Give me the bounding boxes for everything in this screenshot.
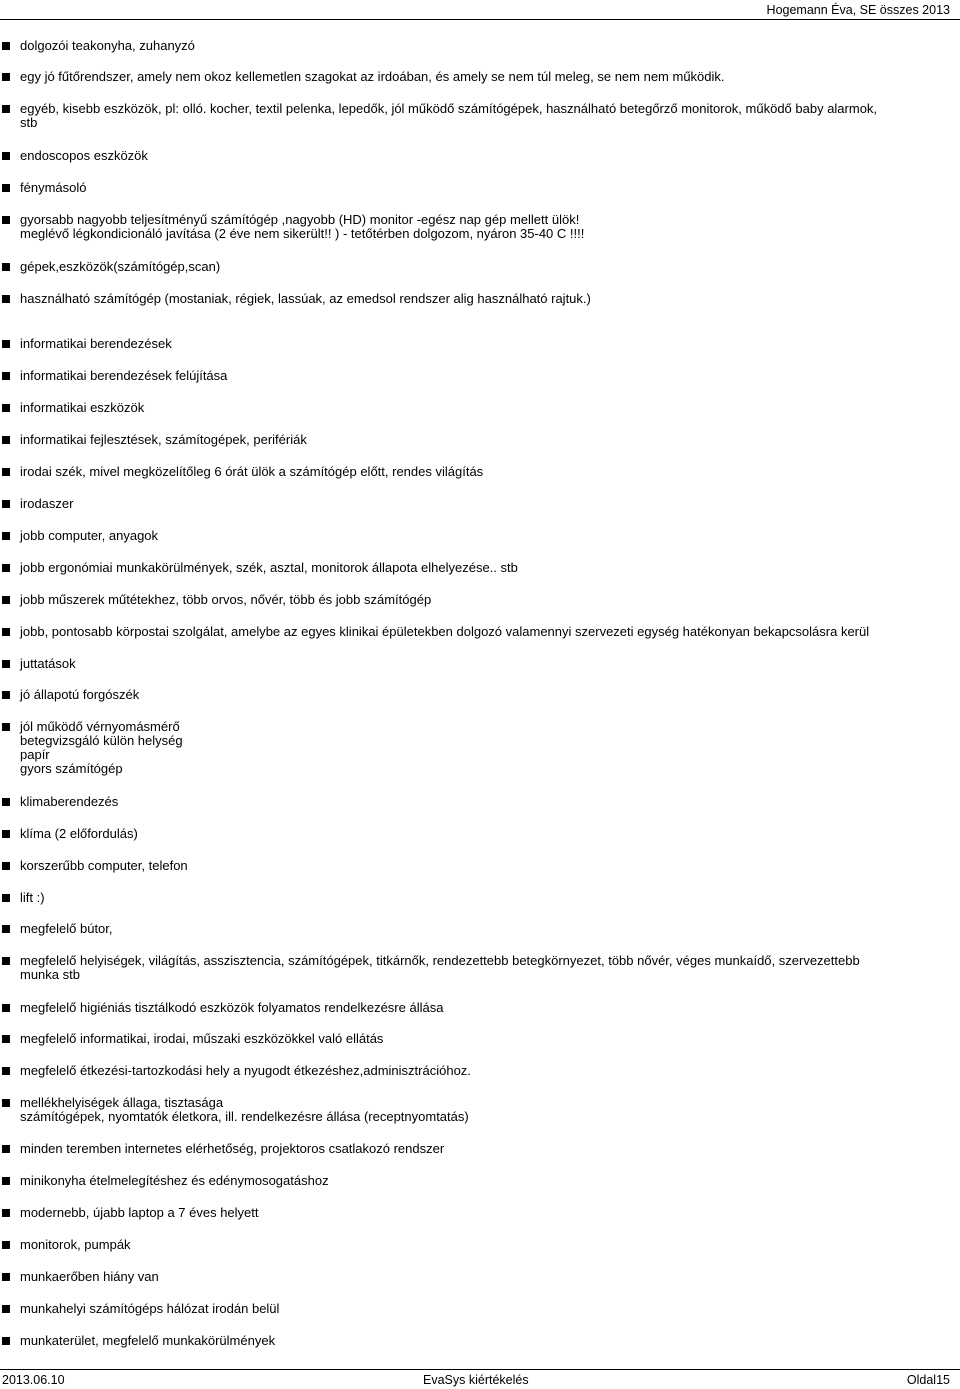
list-item-text: megfelelő helyiségek, világítás, asszisztencia, számítógépek, titkárnők, rendezettebb betegkörnyezet, több nővér, véges munkaídő, szervezettebb munka stb: [20, 953, 860, 982]
square-bullet-icon: [2, 372, 10, 380]
list-item-text: megfelelő higiéniás tisztálkodó eszközök folyamatos rendelkezésre állása: [20, 1000, 444, 1015]
list-item-text: klíma (2 előfordulás): [20, 826, 138, 841]
square-bullet-icon: [2, 798, 10, 806]
square-bullet-icon: [2, 500, 10, 508]
square-bullet-icon: [2, 263, 10, 271]
square-bullet-icon: [2, 691, 10, 699]
footer-date: 2013.06.10: [2, 1373, 65, 1387]
list-item-text: megfelelő bútor,: [20, 921, 113, 936]
list-item-text: endoscopos eszközök: [20, 148, 148, 163]
list-item-text: jól működő vérnyomásmérő betegvizsgáló külön helység papír gyors számítógép: [20, 719, 183, 776]
square-bullet-icon: [2, 295, 10, 303]
list-item-text: klimaberendezés: [20, 794, 119, 809]
list-item-text: jobb műszerek műtétekhez, több orvos, nővér, több és jobb számítógép: [20, 592, 432, 607]
list-item-text: informatikai eszközök: [20, 400, 145, 415]
list-item-text: modernebb, újabb laptop a 7 éves helyett: [20, 1205, 259, 1220]
list-item-text: minden teremben internetes elérhetőség, projektoros csatlakozó rendszer: [20, 1141, 445, 1156]
square-bullet-icon: [2, 1241, 10, 1249]
list-item-text: jó állapotú forgószék: [20, 687, 140, 702]
square-bullet-icon: [2, 1067, 10, 1075]
square-bullet-icon: [2, 1177, 10, 1185]
square-bullet-icon: [2, 532, 10, 540]
list-item-text: monitorok, pumpák: [20, 1237, 131, 1252]
square-bullet-icon: [2, 723, 10, 731]
square-bullet-icon: [2, 436, 10, 444]
list-item-text: jobb, pontosabb körpostai szolgálat, amelybe az egyes klinikai épületekben dolgozó valamennyi szervezeti egység hatékonyan bekapcsolásra kerül: [20, 624, 870, 639]
list-item-text: irodai szék, mivel megközelítőleg 6 órát ülök a számítógép előtt, rendes világítás: [20, 464, 484, 479]
list-item-text: juttatások: [20, 656, 76, 671]
square-bullet-icon: [2, 660, 10, 668]
header-divider: [0, 19, 960, 20]
square-bullet-icon: [2, 340, 10, 348]
square-bullet-icon: [2, 152, 10, 160]
list-item-text: mellékhelyiségek állaga, tisztasága számítógépek, nyomtatók életkora, ill. rendelkezésre állása (receptnyomtatás): [20, 1095, 469, 1124]
footer-page-number: Oldal15: [906, 1373, 950, 1387]
page-header: Hogemann Éva, SE összes 2013: [766, 3, 950, 17]
list-item-text: megfelelő informatikai, irodai, műszaki eszközökkel való ellátás: [20, 1031, 384, 1046]
list-item-text: munkaterület, megfelelő munkakörülmények: [20, 1333, 276, 1348]
list-item-text: lift :): [20, 890, 45, 905]
square-bullet-icon: [2, 1337, 10, 1345]
list-item-text: informatikai berendezések felújítása: [20, 368, 228, 383]
list-item-text: egyéb, kisebb eszközök, pl: olló. kocher, textil pelenka, lepedők, jól működő számítógépek, használható betegőrző monitorok, működő baby alarmok, stb: [20, 101, 878, 130]
square-bullet-icon: [2, 628, 10, 636]
square-bullet-icon: [2, 468, 10, 476]
list-item-text: munkahelyi számítógéps hálózat irodán belül: [20, 1301, 280, 1316]
list-item-text: megfelelő étkezési-tartozkodási hely a nyugodt étkezéshez,adminisztrációhoz.: [20, 1063, 471, 1078]
square-bullet-icon: [2, 1035, 10, 1043]
list-item-text: munkaerőben hiány van: [20, 1269, 159, 1284]
footer-title: EvaSys kiértékelés: [423, 1373, 529, 1387]
list-item-text: fénymásoló: [20, 180, 87, 195]
list-item-text: dolgozói teakonyha, zuhanyzó: [20, 38, 195, 53]
square-bullet-icon: [2, 1099, 10, 1107]
list-item-text: korszerűbb computer, telefon: [20, 858, 188, 873]
list-item-text: informatikai berendezések: [20, 336, 172, 351]
square-bullet-icon: [2, 105, 10, 113]
square-bullet-icon: [2, 862, 10, 870]
square-bullet-icon: [2, 42, 10, 50]
square-bullet-icon: [2, 925, 10, 933]
square-bullet-icon: [2, 957, 10, 965]
square-bullet-icon: [2, 1209, 10, 1217]
square-bullet-icon: [2, 1305, 10, 1313]
list-item-text: jobb ergonómiai munkakörülmények, szék, asztal, monitorok állapota elhelyezése.. stb: [20, 560, 518, 575]
square-bullet-icon: [2, 1145, 10, 1153]
square-bullet-icon: [2, 1273, 10, 1281]
square-bullet-icon: [2, 184, 10, 192]
square-bullet-icon: [2, 564, 10, 572]
list-item-text: irodaszer: [20, 496, 74, 511]
square-bullet-icon: [2, 830, 10, 838]
list-item-text: jobb computer, anyagok: [20, 528, 159, 543]
footer-divider: [0, 1369, 960, 1370]
list-item-text: gépek,eszközök(számítógép,scan): [20, 259, 221, 274]
square-bullet-icon: [2, 1004, 10, 1012]
list-item-text: gyorsabb nagyobb teljesítményű számítógép ,nagyobb (HD) monitor -egész nap gép mellett ülök! meglévő légkondicionáló javítása (2 éve nem sikerült!! ) - tetőtérben dolgozom, nyáron 35-40 C !!!!: [20, 212, 585, 241]
list-item-text: minikonyha ételmelegítéshez és edénymosogatáshoz: [20, 1173, 329, 1188]
list-item-text: informatikai fejlesztések, számítogépek, perifériák: [20, 432, 307, 447]
square-bullet-icon: [2, 73, 10, 81]
square-bullet-icon: [2, 596, 10, 604]
square-bullet-icon: [2, 894, 10, 902]
square-bullet-icon: [2, 404, 10, 412]
list-item-text: használható számítógép (mostaniak, régiek, lassúak, az emedsol rendszer alig használható rajtuk.): [20, 291, 591, 306]
square-bullet-icon: [2, 216, 10, 224]
list-item-text: egy jó fűtőrendszer, amely nem okoz kellemetlen szagokat az irdoában, és amely se nem túl meleg, se nem nem működik.: [20, 69, 725, 84]
